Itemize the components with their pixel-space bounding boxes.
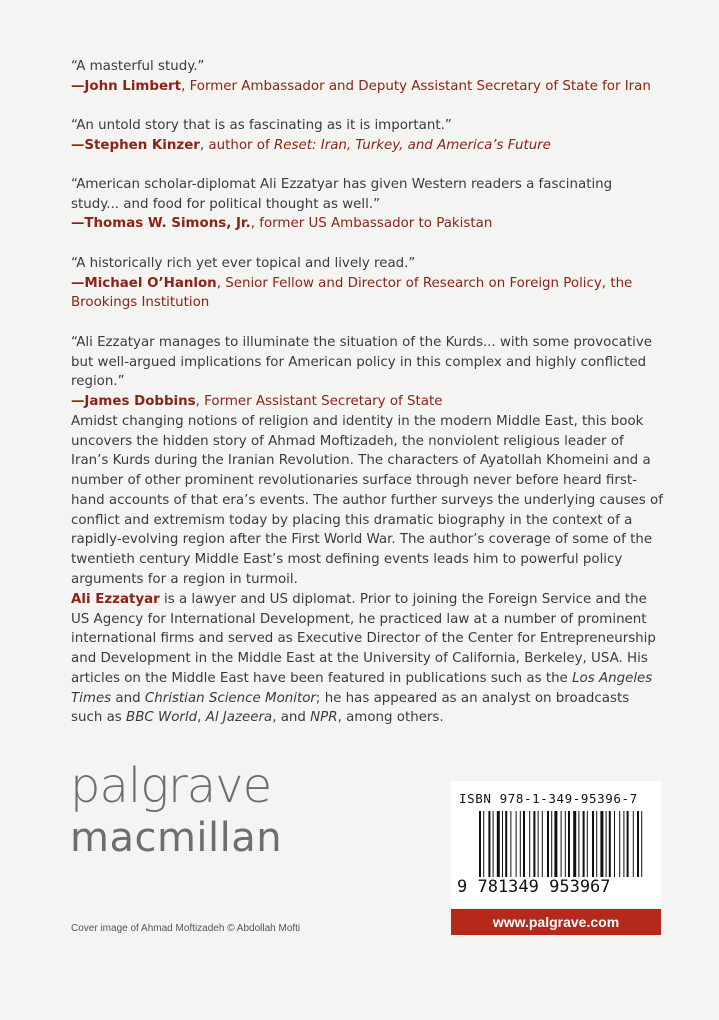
- quote-2: [71, 116, 663, 155]
- quote-author: Michael O’Hanlon: [84, 275, 217, 291]
- quote-text: “A masterful study.”: [71, 59, 205, 74]
- quote-affiliation: , Former Assistant Secretary of State: [195, 394, 443, 410]
- author-name: Ali Ezzatyar: [71, 592, 160, 607]
- broadcast-name: BBC World: [126, 710, 198, 726]
- quote-text: “American scholar-diplomat Ali Ezzatyar has given Western readers a fascinating study... and food for political thought as well.”: [71, 177, 613, 212]
- quote-affiliation: , Former Ambassador and Deputy Assistant Secretary of State for Iran: [181, 78, 651, 94]
- quote-attribution: [71, 214, 663, 234]
- quote-text: “Ali Ezzatyar manages to illuminate the situation of the Kurds... with some provocative but well-argued implications for American policy in this complex and highly conflicted region.”: [71, 335, 653, 390]
- quote-author: Thomas W. Simons, Jr.: [84, 216, 251, 232]
- quote-attribution: [71, 274, 663, 313]
- publisher-logo: [70, 758, 283, 861]
- broadcast-name: Al Jazeera: [205, 710, 273, 726]
- logo-line-1: palgrave: [70, 758, 272, 814]
- publication-name: Christian Science Monitor: [144, 690, 316, 706]
- quote-dash: —: [71, 275, 85, 291]
- publication-name: Los Angeles Times: [71, 670, 653, 706]
- quote-attribution: [71, 77, 663, 97]
- quote-text: “A historically rich yet ever topical and lively read.”: [71, 256, 416, 271]
- book-title: Reset: Iran, Turkey, and America’s Future: [273, 137, 551, 153]
- isbn-label: ISBN 978-1-349-95396-7: [459, 791, 638, 806]
- quote-dash: —: [71, 216, 85, 232]
- quote-dash: —: [71, 394, 85, 410]
- quote-attribution: [71, 136, 663, 156]
- barcode-bars: [479, 811, 645, 877]
- quote-5: [71, 333, 663, 412]
- publisher-url[interactable]: www.palgrave.com: [451, 909, 661, 935]
- quote-author: John Limbert: [84, 78, 182, 94]
- quote-affiliation: , Senior Fellow and Director of Research on Foreign Policy, the Brookings Institution: [71, 275, 633, 311]
- logo-line-2: macmillan: [70, 815, 283, 861]
- bio-text: , among others.: [337, 710, 444, 726]
- broadcast-name: NPR: [310, 710, 338, 726]
- quote-1: [71, 57, 663, 96]
- quote-dash: —: [71, 78, 85, 94]
- barcode-digits: 9 781349 953967: [457, 877, 611, 897]
- bio-text: and: [111, 690, 145, 706]
- bio-text: is a lawyer and US diplomat. Prior to joining the Foreign Service and the US Agency for International Development, he practiced law at a number of prominent international firms and served as Executive Director of the Center for Entrepreneurship and Development in the Middle East at the University of California, Berkeley, USA. His articles on the Middle East have been featured in publications such as the: [71, 592, 656, 686]
- quote-affiliation: , author of: [199, 137, 274, 153]
- quote-author: Stephen Kinzer: [84, 137, 200, 153]
- book-description: Amidst changing notions of religion and identity in the modern Middle East, this book uncovers the hidden story of Ahmad Moftizadeh, the nonviolent religious leader of Iran’s Kurds during the Iranian Revolution. The characters of Ayatollah Khomeini and a number of other prominent revolutionaries surface through never before heard first-hand accounts of that era’s events. The author further surveys the underlying causes of conflict and extremism today by placing this dramatic biography in the context of a rapidly-evolving region after the First World War. The author’s coverage of some of the twentieth century Middle East’s most defining events leads him to powerful policy arguments for a region in turmoil.: [71, 414, 663, 587]
- bio-text: ; he has appeared as an analyst on broadcasts such as: [71, 690, 630, 726]
- quote-3: [71, 175, 663, 234]
- bio-text: ,: [197, 710, 206, 726]
- quote-attribution: [71, 392, 663, 412]
- barcode: [451, 781, 661, 908]
- cover-image-credit: Cover image of Ahmad Moftizadeh © Abdollah Mofti: [71, 923, 301, 934]
- quote-4: [71, 254, 663, 313]
- bio-text: , and: [272, 710, 311, 726]
- quote-affiliation: , former US Ambassador to Pakistan: [250, 216, 493, 232]
- author-bio: [71, 590, 663, 728]
- quote-author: James Dobbins: [84, 394, 196, 410]
- quote-dash: —: [71, 137, 85, 153]
- quote-text: “An untold story that is as fascinating as it is important.”: [71, 118, 452, 133]
